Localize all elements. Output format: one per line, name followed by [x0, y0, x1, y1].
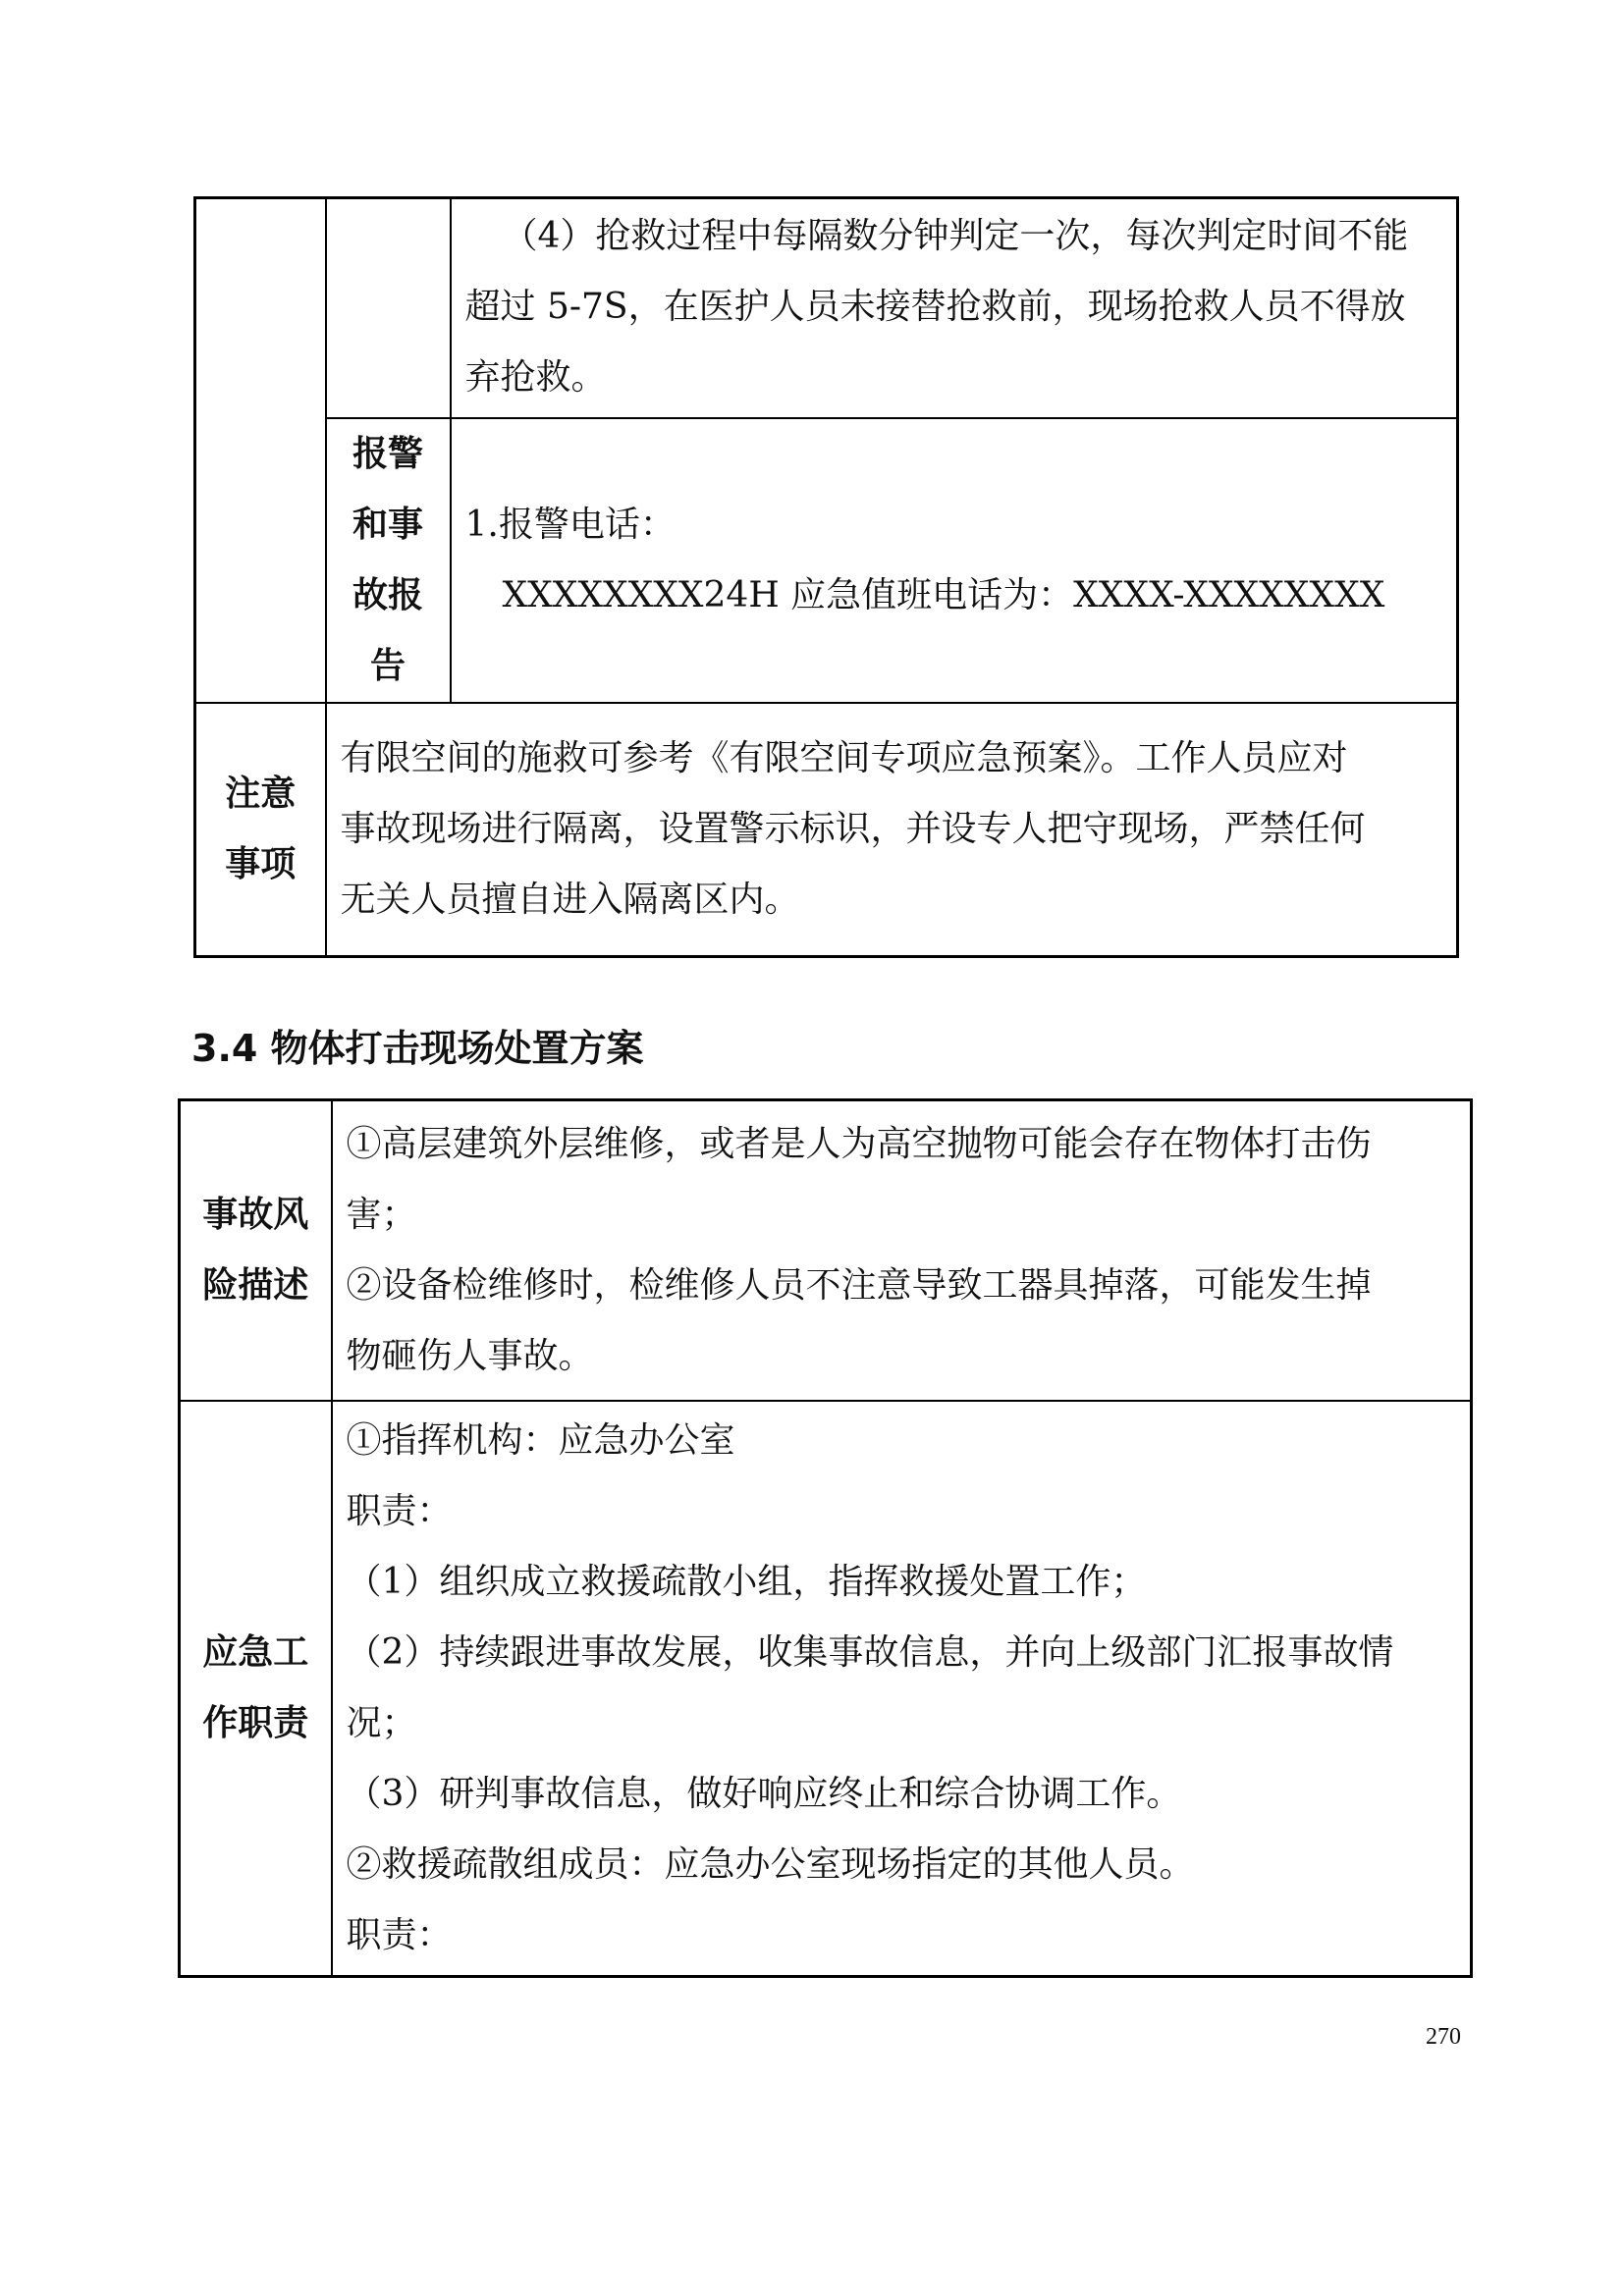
page-number: 270 — [1426, 2024, 1461, 2050]
risk-description-label — [180, 1100, 332, 1401]
text-line: 弃抢救。 — [464, 357, 607, 398]
emergency-table-continued — [193, 196, 1459, 958]
label-line: 险描述 — [202, 1264, 309, 1306]
text-line: 超过 5-7S，在医护人员未接替抢救前，现场抢救人员不得放 — [464, 287, 1406, 327]
label-line: 应急工 — [202, 1631, 309, 1673]
text-line: ②救援疏散组成员：应急办公室现场指定的其他人员。 — [346, 1843, 1195, 1885]
text-line: （3）研判事故信息，做好响应终止和综合协调工作。 — [346, 1773, 1182, 1814]
section-heading: 3.4 物体打击现场处置方案 — [191, 1027, 644, 1070]
emergency-duty-label — [180, 1401, 332, 1977]
text-line: 物砸伤人事故。 — [346, 1335, 594, 1376]
merged-left-cell — [195, 198, 326, 704]
object-strike-table — [178, 1098, 1473, 1978]
notes-content — [326, 703, 1458, 956]
text-line: ②设备检维修时，检维修人员不注意导致工器具掉落，可能发生掉 — [346, 1264, 1372, 1306]
rescue-procedure-cell — [451, 198, 1458, 419]
label-line: 和事 — [352, 505, 423, 545]
label-line: 事项 — [225, 843, 297, 884]
text-line: 职责： — [346, 1490, 453, 1531]
text-line: 有限空间的施救可参考《有限空间专项应急预案》。工作人员应对 — [340, 737, 1348, 778]
text-line: 职责： — [346, 1914, 453, 1955]
label-line: 作职责 — [202, 1702, 309, 1743]
label-line: 注意 — [225, 773, 297, 814]
text-line: 害； — [346, 1194, 417, 1235]
alarm-report-label — [326, 418, 451, 703]
notes-label — [195, 703, 326, 956]
text-line: ①高层建筑外层维修，或者是人为高空抛物可能会存在物体打击伤 — [346, 1123, 1372, 1164]
label-line: 故报 — [352, 575, 423, 615]
text-line: 事故现场进行隔离，设置警示标识，并设专人把守现场，严禁任何 — [340, 808, 1366, 849]
risk-description-content — [332, 1100, 1472, 1401]
text-line: （1）组织成立救援疏散小组，指挥救援处置工作； — [346, 1561, 1147, 1602]
text-line: XXXXXXXX24H 应急值班电话为：XXXX-XXXXXXXX — [502, 575, 1385, 615]
text-line: 1.报警电话： — [464, 505, 676, 545]
text-line: （4）抢救过程中每隔数分钟判定一次，每次判定时间不能 — [502, 216, 1409, 256]
text-line: ①指挥机构：应急办公室 — [346, 1419, 735, 1461]
text-line: （2）持续跟进事故发展，收集事故信息，并向上级部门汇报事故情 — [346, 1631, 1394, 1673]
label-line: 告 — [369, 646, 406, 686]
emergency-duty-content — [332, 1401, 1472, 1977]
alarm-report-content — [451, 418, 1458, 703]
empty-label-cell — [326, 198, 451, 419]
label-line: 报警 — [352, 434, 423, 474]
text-line: 况； — [346, 1702, 417, 1743]
label-line: 事故风 — [202, 1194, 309, 1235]
text-line: 无关人员擅自进入隔离区内。 — [340, 879, 800, 920]
